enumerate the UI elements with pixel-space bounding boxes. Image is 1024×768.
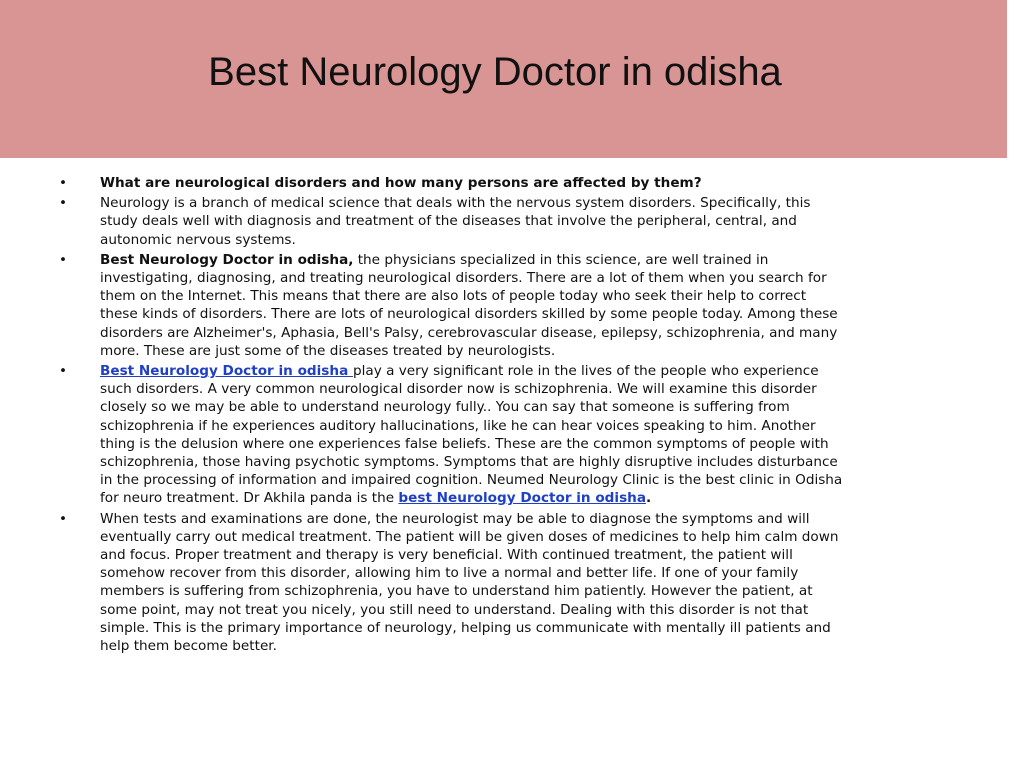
page-title: Best Neurology Doctor in odisha (208, 50, 782, 94)
paragraph-text: the physicians specialized in this science, are well trained in investigating, diagnosing, and treating neurological disorders. There are a lot of them when you search for them on the Internet. This means that there are also lots of people today who seek their help to correct these kinds of disorders. There are lots of neurological disorders skilled by some people today. Among these disorders are Alzheimer's, Aphasia, Bell's Palsy, cerebrovascular disease, epilepsy, schizophrenia, and many more. These are just some of the diseases treated by neurologists. (100, 251, 838, 359)
title-band (0, 0, 1007, 158)
paragraph-bold-lead: Best Neurology Doctor in odisha, (100, 251, 354, 268)
bullet-icon: • (59, 363, 68, 380)
paragraph-end: . (646, 490, 652, 507)
list-item (57, 251, 847, 360)
bullet-icon: • (59, 195, 68, 212)
paragraph-text: play a very significant role in the lives of the people who experience such disorders. A very common neurological disorder now is schizophrenia. We will examine this disorder closely so we may be able to understand neurology fully.. You can say that someone is suffering from schizophrenia if he experiences auditory hallucinations, like he can hear voices speaking to him. Another thing is the delusion where one experiences false beliefs. These are the common symptoms of people with schizophrenia, those having psychotic symptoms. Symptoms that are highly disruptive includes disturbance in the processing of information and impaired cognition. Neumed Neurology Clinic is the best clinic in Odisha for neuro treatment. Dr Akhila panda is the (100, 363, 843, 507)
paragraph-text: Neurology is a branch of medical science that deals with the nervous system disorders. Specifically, this study deals well with diagnosis and treatment of the diseases that involve the peripheral, central, and autonomic nervous systems. (100, 195, 811, 248)
list-item (57, 510, 847, 656)
list-item (57, 174, 847, 192)
bullet-icon: • (59, 510, 68, 527)
bullet-icon: • (59, 251, 68, 268)
doctor-link-secondary[interactable]: best Neurology Doctor in odisha (398, 490, 647, 507)
list-item (57, 194, 847, 249)
bullet-list (57, 174, 847, 655)
question-heading: What are neurological disorders and how many persons are affected by them? (100, 175, 702, 191)
slide-body (57, 174, 847, 657)
doctor-link-primary[interactable]: Best Neurology Doctor in odisha (100, 363, 353, 380)
bullet-icon: • (59, 175, 68, 191)
paragraph-text: When tests and examinations are done, the neurologist may be able to diagnose the symptoms and will eventually carry out medical treatment. The patient will be given doses of medicines to help him calm down and focus. Proper treatment and therapy is very beneficial. With continued treatment, the patient will somehow recover from this disorder, allowing him to live a normal and better life. If one of your family members is suffering from schizophrenia, you have to understand him patiently. However the patient, at some point, may not treat you nicely, you still need to understand. Dealing with this disorder is not that simple. This is the primary importance of neurology, helping us communicate with mentally ill patients and help them become better. (100, 510, 839, 655)
list-item (57, 362, 847, 508)
